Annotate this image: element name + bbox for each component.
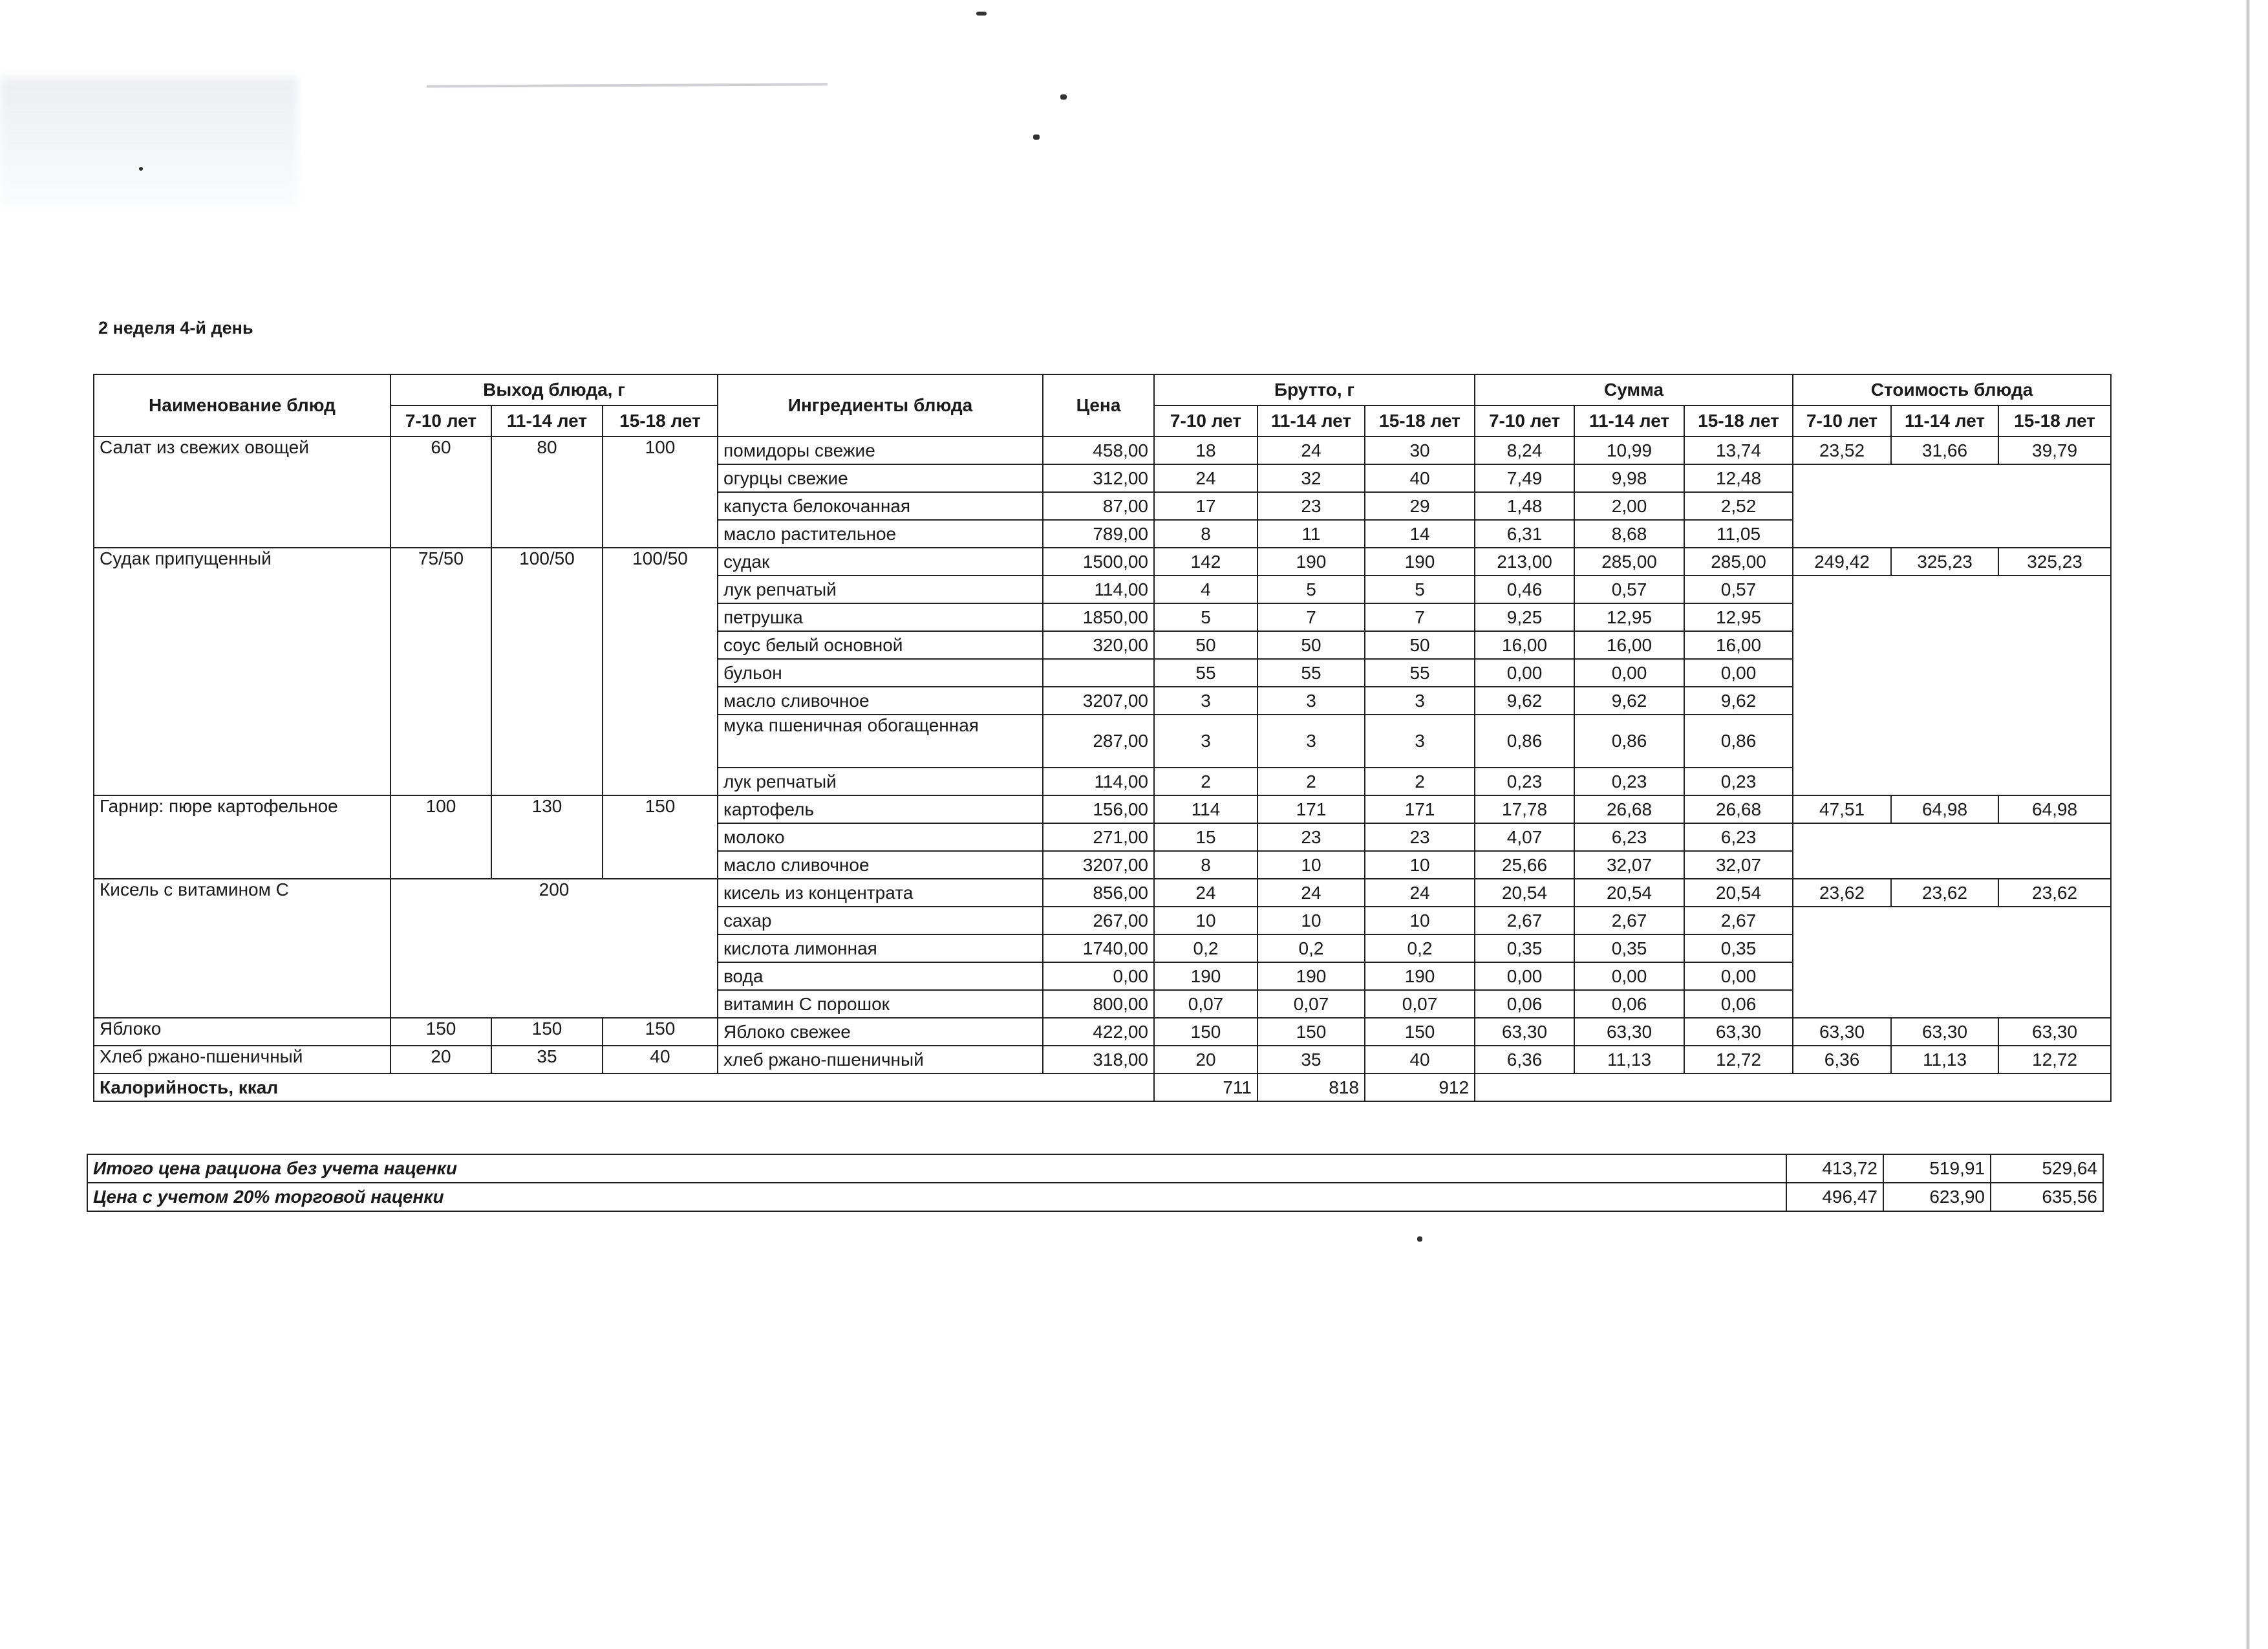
dish-cost: 64,98 [1998, 795, 2111, 823]
dish-header: Наименование блюд [94, 374, 390, 436]
ingredient-sum: 0,35 [1574, 934, 1684, 962]
dish-yield: 80 [491, 436, 603, 548]
totals-value: 635,56 [1991, 1183, 2103, 1211]
cost-blank [1793, 823, 2111, 879]
dish-yield: 75/50 [390, 548, 491, 795]
ingredient-gross: 5 [1257, 576, 1365, 603]
ingredient-sum: 213,00 [1475, 548, 1574, 576]
ingredient-gross: 3 [1365, 715, 1475, 768]
ingredient-sum: 63,30 [1475, 1018, 1574, 1046]
ingredient-sum: 0,00 [1574, 962, 1684, 990]
ingredient-gross: 35 [1257, 1046, 1365, 1073]
ingredient-gross: 23 [1257, 492, 1365, 520]
calories-value: 818 [1257, 1073, 1365, 1101]
ingredient-sum: 9,62 [1574, 687, 1684, 715]
ingredient-gross: 10 [1257, 851, 1365, 879]
age-header: 15-18 лет [1365, 405, 1475, 436]
ingredient-sum: 0,00 [1684, 962, 1793, 990]
ingredient-gross: 171 [1365, 795, 1475, 823]
ingredient-sum: 2,67 [1574, 907, 1684, 934]
ingredient-sum: 10,99 [1574, 436, 1684, 464]
dish-cost: 325,23 [1891, 548, 1998, 576]
ingredient-gross: 24 [1365, 879, 1475, 907]
dish-yield: 100/50 [603, 548, 718, 795]
ingredient-sum: 0,35 [1475, 934, 1574, 962]
ingredient-name: кисель из концентрата [718, 879, 1043, 907]
ingredient-price: 267,00 [1043, 907, 1154, 934]
ingredient-sum: 2,67 [1684, 907, 1793, 934]
ingredient-name: Яблоко свежее [718, 1018, 1043, 1046]
ingredient-price: 0,00 [1043, 962, 1154, 990]
price-header: Цена [1043, 374, 1154, 436]
ingredient-name: витамин С порошок [718, 990, 1043, 1018]
ingredient-sum: 63,30 [1684, 1018, 1793, 1046]
yield-header: Выход блюда, г [390, 374, 718, 405]
ingredient-gross: 2 [1154, 768, 1257, 795]
dish-cost: 23,62 [1998, 879, 2111, 907]
ingredient-price: 312,00 [1043, 464, 1154, 492]
ingredient-sum: 26,68 [1574, 795, 1684, 823]
ingredient-gross: 0,2 [1154, 934, 1257, 962]
ingredient-sum: 13,74 [1684, 436, 1793, 464]
ingredient-name: сахар [718, 907, 1043, 934]
ingredient-sum: 12,95 [1574, 603, 1684, 631]
dish-cost: 63,30 [1793, 1018, 1891, 1046]
ingredient-sum: 16,00 [1684, 631, 1793, 659]
cost-blank [1793, 576, 2111, 795]
dish-cost: 47,51 [1793, 795, 1891, 823]
age-header: 11-14 лет [491, 405, 603, 436]
dish-yield: 100 [390, 795, 491, 879]
ingredient-sum: 32,07 [1684, 851, 1793, 879]
calories-empty [1475, 1073, 2111, 1101]
ingredient-gross: 8 [1154, 851, 1257, 879]
ingredient-sum: 0,00 [1574, 659, 1684, 687]
ingredient-gross: 11 [1257, 520, 1365, 548]
dish-name: Яблоко [94, 1018, 390, 1046]
ingredient-sum: 0,23 [1475, 768, 1574, 795]
ingredient-name: масло сливочное [718, 851, 1043, 879]
totals-row [87, 1183, 2103, 1211]
totals-label: Итого цена рациона без учета наценки [87, 1154, 1786, 1183]
header-row [94, 374, 2111, 405]
ingredient-sum: 4,07 [1475, 823, 1574, 851]
ingredient-sum: 0,00 [1475, 962, 1574, 990]
ingredient-price: 1740,00 [1043, 934, 1154, 962]
ingredient-sum: 9,62 [1475, 687, 1574, 715]
ingredient-gross: 24 [1257, 436, 1365, 464]
dish-cost: 23,52 [1793, 436, 1891, 464]
ingredient-price: 458,00 [1043, 436, 1154, 464]
ingredient-gross: 24 [1154, 464, 1257, 492]
ingredient-gross: 142 [1154, 548, 1257, 576]
ingredient-row [94, 548, 2111, 576]
cost-blank [1793, 464, 2111, 548]
dish-yield: 35 [491, 1046, 603, 1073]
calories-row [94, 1073, 2111, 1101]
ingredient-gross: 190 [1257, 548, 1365, 576]
ingredient-sum: 26,68 [1684, 795, 1793, 823]
page-title: 2 неделя 4-й день [98, 318, 253, 338]
ingredient-gross: 7 [1365, 603, 1475, 631]
totals-value: 623,90 [1883, 1183, 1991, 1211]
ingredient-price: 800,00 [1043, 990, 1154, 1018]
ingredient-sum: 0,23 [1684, 768, 1793, 795]
ingredient-price: 3207,00 [1043, 687, 1154, 715]
ingredient-sum: 2,52 [1684, 492, 1793, 520]
calories-label: Калорийность, ккал [94, 1073, 1154, 1101]
ingredient-name: судак [718, 548, 1043, 576]
dish-yield: 150 [390, 1018, 491, 1046]
ingredient-price: 114,00 [1043, 768, 1154, 795]
ingredient-name: картофель [718, 795, 1043, 823]
age-header: 7-10 лет [390, 405, 491, 436]
ingredient-gross: 3 [1257, 715, 1365, 768]
ingredient-sum: 63,30 [1574, 1018, 1684, 1046]
ingredient-name: бульон [718, 659, 1043, 687]
calories-value: 912 [1365, 1073, 1475, 1101]
ingredient-gross: 190 [1257, 962, 1365, 990]
ingredient-gross: 3 [1154, 715, 1257, 768]
age-header: 7-10 лет [1793, 405, 1891, 436]
ingredient-gross: 15 [1154, 823, 1257, 851]
age-header: 11-14 лет [1891, 405, 1998, 436]
ingredient-gross: 150 [1365, 1018, 1475, 1046]
ingredient-sum: 0,00 [1684, 659, 1793, 687]
ingredient-gross: 8 [1154, 520, 1257, 548]
ingredient-gross: 5 [1365, 576, 1475, 603]
dish-yield: 20 [390, 1046, 491, 1073]
cost-header: Стоимость блюда [1793, 374, 2111, 405]
ingredient-gross: 40 [1365, 1046, 1475, 1073]
ingredient-name: лук репчатый [718, 576, 1043, 603]
dish-cost: 39,79 [1998, 436, 2111, 464]
age-header: 11-14 лет [1257, 405, 1365, 436]
ingredient-sum: 9,98 [1574, 464, 1684, 492]
ingredient-sum: 0,06 [1475, 990, 1574, 1018]
ingredient-sum: 0,06 [1574, 990, 1684, 1018]
menu-body [94, 436, 2111, 1101]
ingredient-row [94, 1046, 2111, 1073]
ingredient-gross: 2 [1257, 768, 1365, 795]
ingredient-gross: 10 [1154, 907, 1257, 934]
age-header: 15-18 лет [1684, 405, 1793, 436]
dish-cost: 249,42 [1793, 548, 1891, 576]
ingredient-sum: 6,23 [1684, 823, 1793, 851]
ingredient-gross: 114 [1154, 795, 1257, 823]
ingredient-gross: 3 [1365, 687, 1475, 715]
ingredient-price: 114,00 [1043, 576, 1154, 603]
dish-yield: 100/50 [491, 548, 603, 795]
ingredient-gross: 190 [1154, 962, 1257, 990]
ingredient-name: мука пшеничная обогащенная [718, 715, 1043, 768]
ingredient-gross: 24 [1154, 879, 1257, 907]
ingredient-gross: 10 [1365, 907, 1475, 934]
ingredient-sum: 32,07 [1574, 851, 1684, 879]
ingredient-price [1043, 659, 1154, 687]
scan-artifact [1060, 94, 1067, 100]
ingredient-sum: 2,67 [1475, 907, 1574, 934]
ingredient-gross: 17 [1154, 492, 1257, 520]
totals-table [87, 1154, 2104, 1212]
dish-cost: 31,66 [1891, 436, 1998, 464]
ingredient-gross: 24 [1257, 879, 1365, 907]
ingredient-price: 287,00 [1043, 715, 1154, 768]
totals-row [87, 1154, 2103, 1183]
ingredient-sum: 1,48 [1475, 492, 1574, 520]
ingredient-sum: 0,35 [1684, 934, 1793, 962]
ingredient-sum: 12,72 [1684, 1046, 1793, 1073]
ingredient-price: 856,00 [1043, 879, 1154, 907]
ingredient-sum: 0,86 [1475, 715, 1574, 768]
ingredient-gross: 0,07 [1154, 990, 1257, 1018]
ingredient-gross: 190 [1365, 962, 1475, 990]
dish-name: Хлеб ржано-пшеничный [94, 1046, 390, 1073]
ingredient-gross: 55 [1365, 659, 1475, 687]
dish-cost: 63,30 [1998, 1018, 2111, 1046]
totals-value: 529,64 [1991, 1154, 2103, 1183]
ingredient-gross: 7 [1257, 603, 1365, 631]
ingredient-price: 87,00 [1043, 492, 1154, 520]
ingredient-sum: 6,23 [1574, 823, 1684, 851]
ingredient-gross: 0,2 [1365, 934, 1475, 962]
ingredient-name: молоко [718, 823, 1043, 851]
dish-yield: 40 [603, 1046, 718, 1073]
ingredient-sum: 0,06 [1684, 990, 1793, 1018]
ingredient-price: 320,00 [1043, 631, 1154, 659]
ingredient-name: огурцы свежие [718, 464, 1043, 492]
ingredient-sum: 7,49 [1475, 464, 1574, 492]
ingredient-name: вода [718, 962, 1043, 990]
dish-cost: 12,72 [1998, 1046, 2111, 1073]
dish-cost: 63,30 [1891, 1018, 1998, 1046]
ingredient-sum: 0,23 [1574, 768, 1684, 795]
ingredient-gross: 190 [1365, 548, 1475, 576]
age-header: 11-14 лет [1574, 405, 1684, 436]
ingredient-gross: 20 [1154, 1046, 1257, 1073]
ingredient-name: лук репчатый [718, 768, 1043, 795]
ingredient-name: капуста белокочанная [718, 492, 1043, 520]
ingredient-gross: 0,07 [1257, 990, 1365, 1018]
ingredient-gross: 18 [1154, 436, 1257, 464]
ingredient-row [94, 795, 2111, 823]
ingredient-sum: 285,00 [1684, 548, 1793, 576]
ingredient-sum: 0,86 [1684, 715, 1793, 768]
ingredient-sum: 0,46 [1475, 576, 1574, 603]
ingredient-gross: 3 [1257, 687, 1365, 715]
ingredient-gross: 5 [1154, 603, 1257, 631]
ingredient-sum: 0,57 [1684, 576, 1793, 603]
dish-cost: 11,13 [1891, 1046, 1998, 1073]
dish-name: Гарнир: пюре картофельное [94, 795, 390, 879]
ingredient-gross: 40 [1365, 464, 1475, 492]
ingredient-sum: 9,25 [1475, 603, 1574, 631]
ingredient-name: хлеб ржано-пшеничный [718, 1046, 1043, 1073]
dish-cost: 23,62 [1793, 879, 1891, 907]
ingredient-sum: 11,13 [1574, 1046, 1684, 1073]
ingredient-price: 422,00 [1043, 1018, 1154, 1046]
ingredient-price: 271,00 [1043, 823, 1154, 851]
sum-header: Сумма [1475, 374, 1793, 405]
ingredient-name: помидоры свежие [718, 436, 1043, 464]
ingredient-sum: 6,31 [1475, 520, 1574, 548]
ingredient-gross: 0,07 [1365, 990, 1475, 1018]
ingredient-gross: 171 [1257, 795, 1365, 823]
ingredient-sum: 0,57 [1574, 576, 1684, 603]
ingredient-sum: 16,00 [1475, 631, 1574, 659]
ingredient-row [94, 436, 2111, 464]
dish-name: Судак припущенный [94, 548, 390, 795]
ingredient-gross: 29 [1365, 492, 1475, 520]
age-header: 15-18 лет [603, 405, 718, 436]
dish-yield: 200 [390, 879, 718, 1018]
ingredient-price: 1850,00 [1043, 603, 1154, 631]
calories-value: 711 [1154, 1073, 1257, 1101]
ingredient-gross: 3 [1154, 687, 1257, 715]
ingredient-sum: 2,00 [1574, 492, 1684, 520]
ingredient-price: 156,00 [1043, 795, 1154, 823]
dish-yield: 130 [491, 795, 603, 879]
dish-cost: 325,23 [1998, 548, 2111, 576]
ingredient-name: масло сливочное [718, 687, 1043, 715]
dish-yield: 60 [390, 436, 491, 548]
age-header: 15-18 лет [1998, 405, 2111, 436]
ingredient-gross: 150 [1257, 1018, 1365, 1046]
ingredient-price: 789,00 [1043, 520, 1154, 548]
ingredient-sum: 11,05 [1684, 520, 1793, 548]
dish-yield: 150 [491, 1018, 603, 1046]
totals-value: 496,47 [1786, 1183, 1883, 1211]
scan-artifact [0, 78, 297, 207]
dish-yield: 150 [603, 1018, 718, 1046]
ingredient-gross: 50 [1154, 631, 1257, 659]
totals-value: 519,91 [1883, 1154, 1991, 1183]
ingredient-gross: 50 [1257, 631, 1365, 659]
ingredient-gross: 2 [1365, 768, 1475, 795]
age-header: 7-10 лет [1475, 405, 1574, 436]
ingredient-sum: 8,24 [1475, 436, 1574, 464]
ingredient-sum: 0,86 [1574, 715, 1684, 768]
dish-yield: 150 [603, 795, 718, 879]
ingredient-sum: 20,54 [1574, 879, 1684, 907]
ingredient-sum: 12,48 [1684, 464, 1793, 492]
totals-value: 413,72 [1786, 1154, 1883, 1183]
ingredient-gross: 23 [1365, 823, 1475, 851]
scan-artifact [976, 12, 987, 16]
ingredient-gross: 30 [1365, 436, 1475, 464]
ingredient-sum: 25,66 [1475, 851, 1574, 879]
ingredient-sum: 285,00 [1574, 548, 1684, 576]
ingredient-sum: 8,68 [1574, 520, 1684, 548]
dish-name: Кисель с витамином С [94, 879, 390, 1018]
ingredient-gross: 4 [1154, 576, 1257, 603]
ingredient-gross: 32 [1257, 464, 1365, 492]
ingredient-sum: 12,95 [1684, 603, 1793, 631]
ingredient-sum: 0,00 [1475, 659, 1574, 687]
ingredient-sum: 20,54 [1684, 879, 1793, 907]
ingredient-gross: 55 [1154, 659, 1257, 687]
dish-cost: 23,62 [1891, 879, 1998, 907]
scan-artifact [1033, 135, 1040, 140]
dish-name: Салат из свежих овощей [94, 436, 390, 548]
scan-artifact [139, 167, 143, 171]
ingredient-row [94, 1018, 2111, 1046]
ingredient-price: 1500,00 [1043, 548, 1154, 576]
ingredient-gross: 10 [1257, 907, 1365, 934]
ingredient-sum: 9,62 [1684, 687, 1793, 715]
cost-blank [1793, 907, 2111, 1018]
scan-artifact [1417, 1236, 1422, 1242]
ingredient-gross: 10 [1365, 851, 1475, 879]
menu-table [93, 374, 2112, 1102]
ingredient-sum: 6,36 [1475, 1046, 1574, 1073]
ingredient-name: масло растительное [718, 520, 1043, 548]
ingredient-name: петрушка [718, 603, 1043, 631]
ingredient-name: соус белый основной [718, 631, 1043, 659]
page-edge [2246, 0, 2250, 1649]
ingredient-gross: 23 [1257, 823, 1365, 851]
scan-artifact [427, 83, 828, 87]
ingredient-sum: 16,00 [1574, 631, 1684, 659]
ingredient-row [94, 879, 2111, 907]
ingredient-gross: 150 [1154, 1018, 1257, 1046]
totals-label: Цена с учетом 20% торговой наценки [87, 1183, 1786, 1211]
dish-cost: 64,98 [1891, 795, 1998, 823]
ingredient-gross: 55 [1257, 659, 1365, 687]
ingredient-sum: 17,78 [1475, 795, 1574, 823]
dish-cost: 6,36 [1793, 1046, 1891, 1073]
ingredients-header: Ингредиенты блюда [718, 374, 1043, 436]
dish-yield: 100 [603, 436, 718, 548]
ingredient-gross: 0,2 [1257, 934, 1365, 962]
ingredient-gross: 14 [1365, 520, 1475, 548]
ingredient-price: 3207,00 [1043, 851, 1154, 879]
ingredient-name: кислота лимонная [718, 934, 1043, 962]
ingredient-price: 318,00 [1043, 1046, 1154, 1073]
gross-header: Брутто, г [1154, 374, 1475, 405]
ingredient-sum: 20,54 [1475, 879, 1574, 907]
ingredient-gross: 50 [1365, 631, 1475, 659]
age-header: 7-10 лет [1154, 405, 1257, 436]
